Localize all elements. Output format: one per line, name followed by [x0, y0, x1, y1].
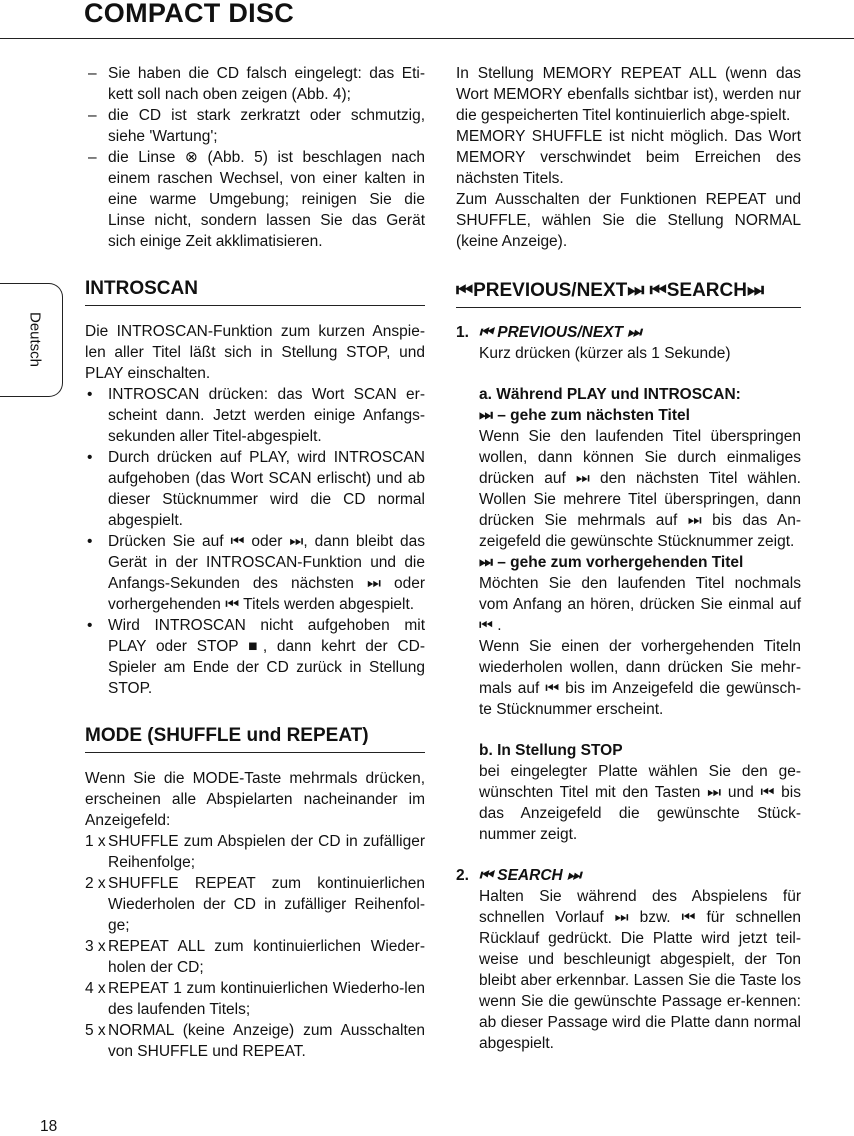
previous-next-search-heading: ⏮PREVIOUS/NEXT⏭ ⏮SEARCH⏭ [456, 280, 801, 308]
mode-intro: Wenn Sie die MODE-Taste mehrmals drücken, erscheinen alle Abspielarten nacheinander im Anzeigefeld: [85, 770, 425, 829]
subsection-title: ⏭ – gehe zum vorhergehenden Titel [479, 554, 744, 571]
side-tab-label: Deutsch [26, 312, 44, 368]
memory-paragraph: Zum Ausschalten der Funktionen REPEAT und SHUFFLE, wählen Sie die Stellung NORMAL (keine Anzeige). [456, 191, 801, 250]
mode-heading: MODE (SHUFFLE und REPEAT) [85, 725, 425, 753]
item-number: 1. [456, 324, 469, 341]
dash-item: – Sie haben die CD falsch eingelegt: das Eti-kett soll nach oben zeigen (Abb. 4); [85, 63, 425, 105]
stop-mode-text: bei eingelegter Platte wählen Sie den ge-wünschten Titel mit den Tasten ⏭ und ⏮ bis das Anzeigefeld die gewünschte Stück-nummer zeigt. [479, 763, 801, 843]
mode-item-number: 1 x [85, 833, 106, 850]
dash-item: – die Linse ⊗ (Abb. 5) ist beschlagen nach einem raschen Wechsel, von einer kalten in eine warme Umgebung; reinigen Sie die Linse nicht, sondern lassen Sie das Gerät sich einige Zeit akklimatisieren. [85, 147, 425, 252]
mode-item-number: 3 x [85, 938, 106, 955]
previous-next-desc: Kurz drücken (kürzer als 1 Sekunde) [479, 345, 731, 362]
right-column [456, 63, 801, 1054]
item-title: ⏮ SEARCH ⏭ [479, 867, 581, 884]
introscan-bullet: • Drücken Sie auf ⏮ oder ⏭, dann bleibt das Gerät in der INTROSCAN-Funktion und die Anfangs-Sekunden des nächsten ⏭ oder vorhergehenden ⏮ Titels werden abgespielt. [85, 531, 425, 615]
memory-paragraph: In Stellung MEMORY REPEAT ALL (wenn das Wort MEMORY ebenfalls sichtbar ist), werden nur die gespeicherten Titel kontinuierlich abge-spielt. [456, 65, 801, 124]
search-item [456, 865, 801, 886]
memory-paragraph: MEMORY SHUFFLE ist nicht möglich. Das Wort MEMORY verschwindet beim Erreichen des nächsten Titels. [456, 128, 801, 187]
introscan-heading: INTROSCAN [85, 278, 425, 306]
previous-next-item [456, 322, 801, 343]
previous-track-text: Wenn Sie einen der vorhergehenden Titeln wiederholen wollen, dann drücken Sie mehr-mals auf ⏮ bis im Anzeigefeld die gewünsch-te Stücknummer erscheint. [479, 638, 801, 718]
mode-item [85, 873, 425, 936]
mode-item-number: 5 x [85, 1022, 106, 1039]
item-number: 2. [456, 867, 469, 884]
mode-item-text: REPEAT ALL zum kontinuierlichen Wieder-holen der CD; [108, 938, 425, 976]
mode-item-text: REPEAT 1 zum kontinuierlichen Wiederho-len des laufenden Titels; [108, 980, 425, 1018]
mode-item-text: SHUFFLE zum Abspielen der CD in zufälliger Reihenfolge; [108, 833, 425, 871]
subsection-title: a. Während PLAY und INTROSCAN: [479, 386, 741, 403]
introscan-bullet: • INTROSCAN drücken: das Wort SCAN er-scheint dann. Jetzt werden einige Anfangs-sekunden aller Titel-abgespielt. [85, 384, 425, 447]
mode-item-number: 2 x [85, 875, 106, 892]
language-side-tab [0, 283, 63, 397]
page-number: 18 [40, 1118, 58, 1135]
header-rule [0, 38, 854, 39]
search-text: Halten Sie während des Abspielens für schnellen Vorlauf ⏭ bzw. ⏮ für schnellen Rücklauf gedrückt. Die Platte wird jetzt teil-weise und beschleunigt abgespielt, der Ton bleibt aber erkennbar. Lassen Sie die Taste los wenn Sie die gewünschte Passage er-kennen: ab dieser Passage wird die Platte dann normal abgespielt. [479, 888, 801, 1052]
item-title: ⏮ PREVIOUS/NEXT ⏭ [479, 324, 642, 341]
dash-item: – die CD ist stark zerkratzt oder schmutzig, siehe 'Wartung'; [85, 105, 425, 147]
introscan-intro: Die INTROSCAN-Funktion zum kurzen Anspie-len aller Titel läßt sich in Stellung STOP, und PLAY einschalten. [85, 323, 425, 382]
previous-track-text: Möchten Sie den laufenden Titel nochmals vom Anfang an hören, drücken Sie einmal auf ⏮ . [479, 575, 801, 634]
next-track-text: Wenn Sie den laufenden Titel überspringen wollen, dann können Sie durch einmaliges drücken auf ⏭ den nächsten Titel wählen. Wollen Sie mehrere Titel überspringen, dann drücken Sie mehrmals auf ⏭ bis das An-zeigefeld die gewünschte Stücknummer zeigt. [479, 428, 801, 550]
mode-item [85, 831, 425, 873]
mode-item-number: 4 x [85, 980, 106, 997]
page-header-title: COMPACT DISC [84, 0, 295, 28]
introscan-bullet: • Wird INTROSCAN nicht aufgehoben mit PLAY oder STOP ■, dann kehrt der CD-Spieler am Ende der CD zurück in Stellung STOP. [85, 615, 425, 699]
mode-item [85, 936, 425, 978]
mode-item-text: NORMAL (keine Anzeige) zum Ausschalten von SHUFFLE und REPEAT. [108, 1022, 425, 1060]
mode-item [85, 978, 425, 1020]
left-column [85, 63, 425, 1062]
mode-item [85, 1020, 425, 1062]
mode-item-text: SHUFFLE REPEAT zum kontinuierlichen Wiederholen der CD in zufälliger Reihenfol-ge; [108, 875, 425, 934]
introscan-bullet: • Durch drücken auf PLAY, wird INTROSCAN aufgehoben (das Wort SCAN erlischt) und ab dieser Stücknummer wird die CD normal abgespielt. [85, 447, 425, 531]
subsection-title: b. In Stellung STOP [479, 742, 623, 759]
subsection-title: ⏭ – gehe zum nächsten Titel [479, 407, 690, 424]
